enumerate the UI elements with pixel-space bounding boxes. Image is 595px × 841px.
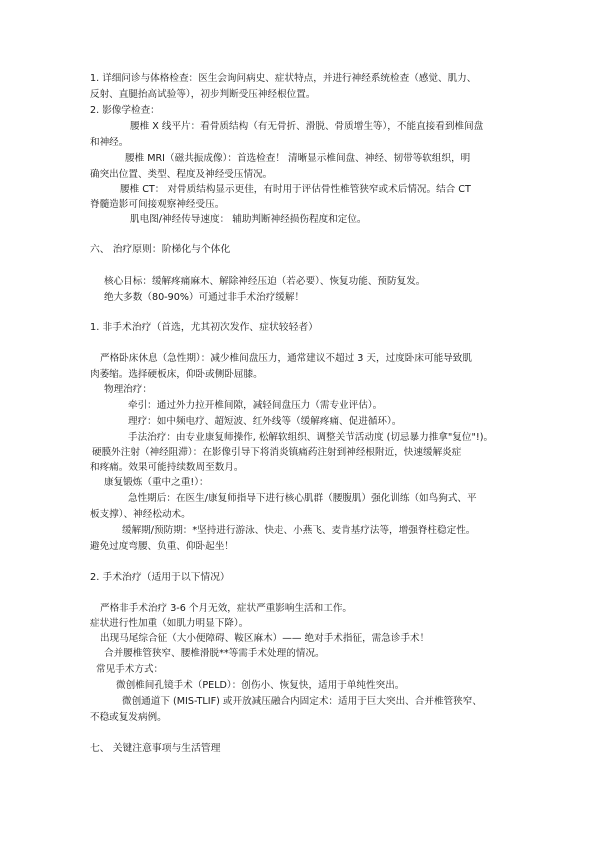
text-line: 不稳或复发病例。	[90, 712, 167, 723]
text-line: 牵引：通过外力拉开椎间隙，减轻间盘压力（需专业评估）。	[128, 400, 383, 411]
text-line: 急性期后：在医生/康复师指导下进行核心肌群（腰腹肌）强化训练（如鸟狗式、平	[128, 493, 477, 504]
text-line: 康复锻炼（重中之重!）：	[104, 477, 209, 488]
section-heading: 六、 治疗原则：阶梯化与个体化	[90, 244, 231, 255]
text-line: 反射、直腿抬高试验等），初步判断受压神经根位置。	[90, 89, 316, 100]
text-line: 腰椎 X 线平片：看骨质结构（有无骨折、滑脱、骨质增生等），不能直接看到椎间盘	[130, 121, 484, 132]
text-line: 出现马尾综合征（大小便障碍、鞍区麻木）—— 绝对手术指征，需急诊手术！	[100, 633, 430, 644]
text-line: 腰椎 MRI（磁共振成像）：首选检查！ 清晰显示椎间盘、神经、韧带等软组织，明	[125, 153, 471, 164]
text-line: 微创通道下 (MIS-TLIF) 或开放减压融合内固定术：适用于巨大突出、合并椎管狭窄、	[122, 696, 482, 707]
text-line: 肌电图/神经传导速度： 辅助判断神经损伤程度和定位。	[130, 214, 367, 225]
text-line: 微创椎间孔镜手术（PELD）：创伤小、恢复快，适用于单纯性突出。	[116, 680, 405, 691]
text-line: 严格卧床休息（急性期）：减少椎间盘压力，通常建议不超过 3 天，过度卧床可能导致肌	[100, 353, 472, 364]
text-line: 肉萎缩。选择硬板床，仰卧或侧卧屈膝。	[90, 369, 263, 380]
text-line: 理疗：如中频电疗、超短波、红外线等（缓解疼痛、促进循环）。	[128, 416, 402, 427]
text-line: 脊髓造影可间接观察神经受压。	[90, 199, 225, 210]
text-line: 核心目标：缓解疼痛麻木、解除神经压迫（若必要）、恢复功能、预防复发。	[104, 276, 426, 287]
text-line: 1. 详细问诊与体格检查：医生会询问病史、症状特点，并进行神经系统检查（感觉、肌力、	[90, 73, 477, 84]
text-line: 2. 影像学检查：	[90, 105, 160, 116]
text-line: 合并腰椎管狭窄、腰椎滑脱**等需手术处理的情况。	[104, 648, 325, 659]
text-line: 避免过度弯腰、负重、仰卧起坐！	[90, 541, 234, 552]
text-line: 和神经。	[90, 137, 129, 148]
text-line: 腰椎 CT： 对骨质结构显示更佳，有时用于评估骨性椎管狭窄或术后情况。结合 CT	[120, 184, 471, 195]
text-line: 缓解期/预防期：*坚持进行游泳、快走、小燕飞、麦肯基疗法等，增强脊柱稳定性。	[122, 525, 476, 536]
text-line: 确突出位置、类型、程度及神经受压情况。	[90, 169, 273, 180]
text-line: 板支撑）、神经松动术。	[90, 509, 191, 520]
subsection-heading: 1. 非手术治疗（首选，尤其初次发作、症状较轻者）	[90, 322, 318, 333]
subsection-heading: 2. 手术治疗（适用于以下情况）	[90, 572, 230, 583]
text-line: 常见手术方式：	[96, 664, 164, 675]
text-line: 绝大多数（80-90%）可通过非手术治疗缓解！	[104, 292, 305, 303]
text-line: 和疼痛。效果可能持续数周至数月。	[90, 462, 244, 473]
text-line: 硬膜外注射（神经阻滞）：在影像引导下将消炎镇痛药注射到神经根附近，快速缓解炎症	[92, 447, 462, 458]
text-line: 物理治疗：	[104, 384, 152, 395]
text-line: 手法治疗：由专业康复师操作, 松解软组织、调整关节活动度 (切忌暴力推拿"复位"!)。	[128, 432, 494, 443]
section-heading: 七、 关键注意事项与生活管理	[90, 743, 221, 754]
text-line: 症状进行性加重（如肌力明显下降）。	[90, 618, 249, 629]
text-line: 严格非手术治疗 3-6 个月无效，症状严重影响生活和工作。	[100, 603, 353, 614]
